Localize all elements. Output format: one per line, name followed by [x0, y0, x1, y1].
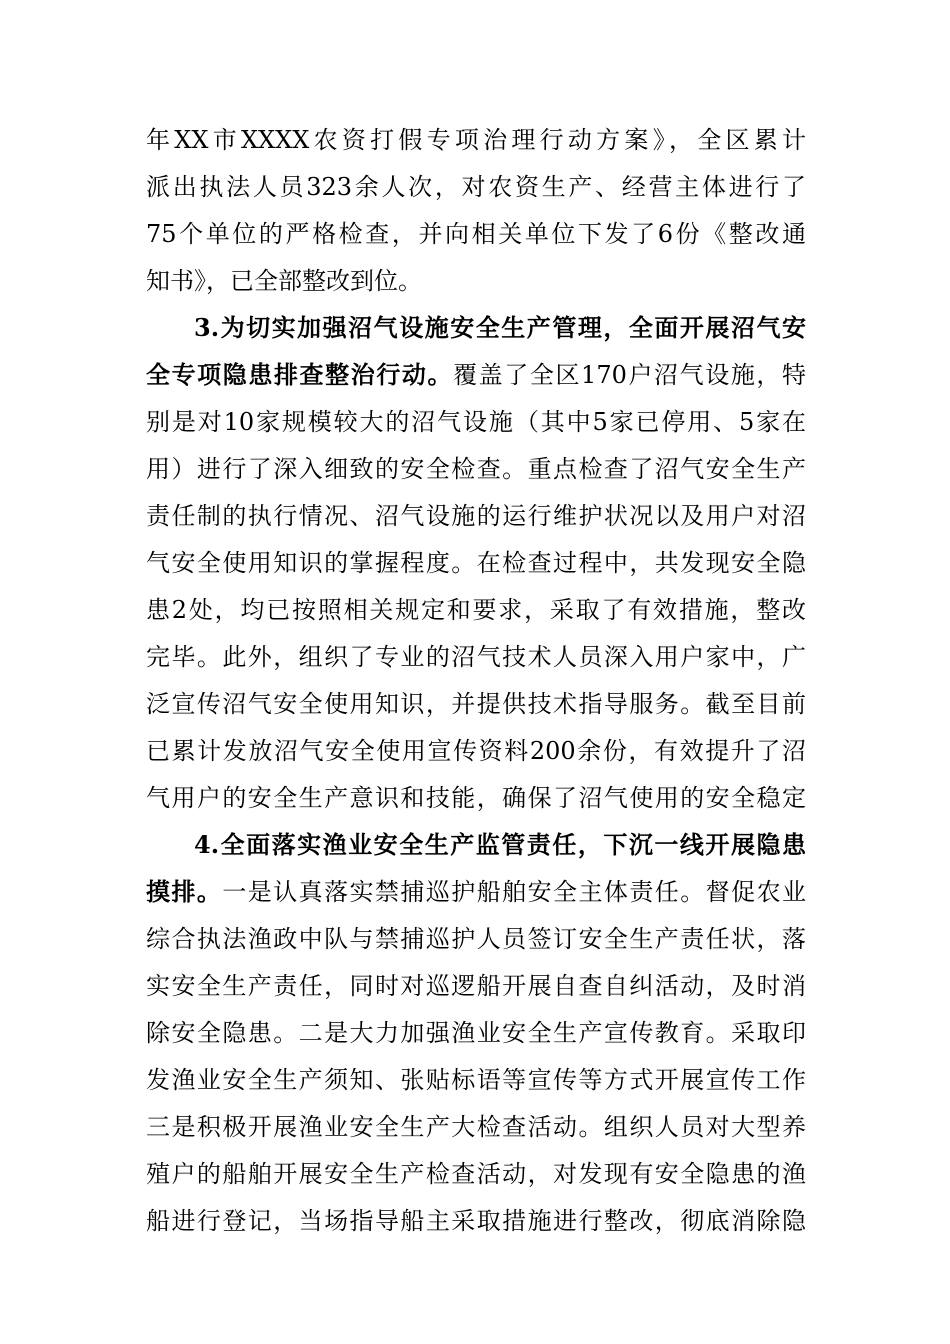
text-line: 气用户的安全生产意识和技能，确保了沼气使用的安全稳定	[146, 784, 806, 812]
text-line: 气安全使用知识的掌握程度。在检查过程中，共发现安全隐	[146, 549, 806, 577]
text-line: 别是对10家规模较大的沼气设施（其中5家已停用、5家在	[146, 408, 806, 436]
text-line-part: 覆盖了全区170户沼气设施，特	[453, 361, 806, 389]
text-line: 年XX市XXXX农资打假专项治理行动方案》，全区累计	[146, 126, 806, 154]
text-line: 发渔业安全生产须知、张贴标语等宣传等方式开展宣传工作	[146, 1066, 806, 1094]
text-line: 已累计发放沼气安全使用宣传资料200余份，有效提升了沼	[146, 737, 806, 765]
text-line: 用）进行了深入细致的安全检查。重点检查了沼气安全生产	[146, 455, 806, 483]
text-line	[146, 869, 806, 915]
text-line: 泛宣传沼气安全使用知识，并提供技术指导服务。截至目前	[146, 690, 806, 718]
text-line-part: 一是认真落实禁捕巡护船舶安全主体责任。督促农业	[222, 878, 806, 906]
text-line: 综合执法渔政中队与禁捕巡护人员签订安全生产责任状，落	[146, 925, 806, 953]
section-heading-3-cont: 全专项隐患排查整治行动。	[146, 360, 454, 389]
text-line: 除安全隐患。二是大力加强渔业安全生产宣传教育。采取印	[146, 1019, 806, 1047]
text-line: 殖户的船舶开展安全生产检查活动，对发现有安全隐患的渔	[146, 1160, 806, 1188]
section-heading-3: 3.为切实加强沼气设施安全生产管理，全面开展沼气安	[194, 313, 806, 342]
text-line: 实安全生产责任，同时对巡逻船开展自查自纠活动，及时消	[146, 972, 806, 1000]
text-line: 知书》，已全部整改到位。	[146, 267, 422, 295]
text-line: 船进行登记，当场指导船主采取措施进行整改，彻底消除隐	[146, 1207, 806, 1235]
text-line: 75个单位的严格检查，并向相关单位下发了6份《整改通	[146, 220, 806, 248]
section-heading-4: 4.全面落实渔业安全生产监管责任，下沉一线开展隐患	[194, 830, 806, 859]
section-heading-4-cont: 摸排。	[146, 877, 223, 906]
text-line: 责任制的执行情况、沼气设施的运行维护状况以及用户对沼	[146, 502, 806, 530]
text-line: 三是积极开展渔业安全生产大检查活动。组织人员对大型养	[146, 1113, 806, 1141]
text-line: 完毕。此外，组织了专业的沼气技术人员深入用户家中，广	[146, 643, 806, 671]
text-line	[146, 352, 806, 398]
text-line: 患2处，均已按照相关规定和要求，采取了有效措施，整改	[146, 596, 806, 624]
text-line: 派出执法人员323余人次，对农资生产、经营主体进行了	[146, 173, 806, 201]
